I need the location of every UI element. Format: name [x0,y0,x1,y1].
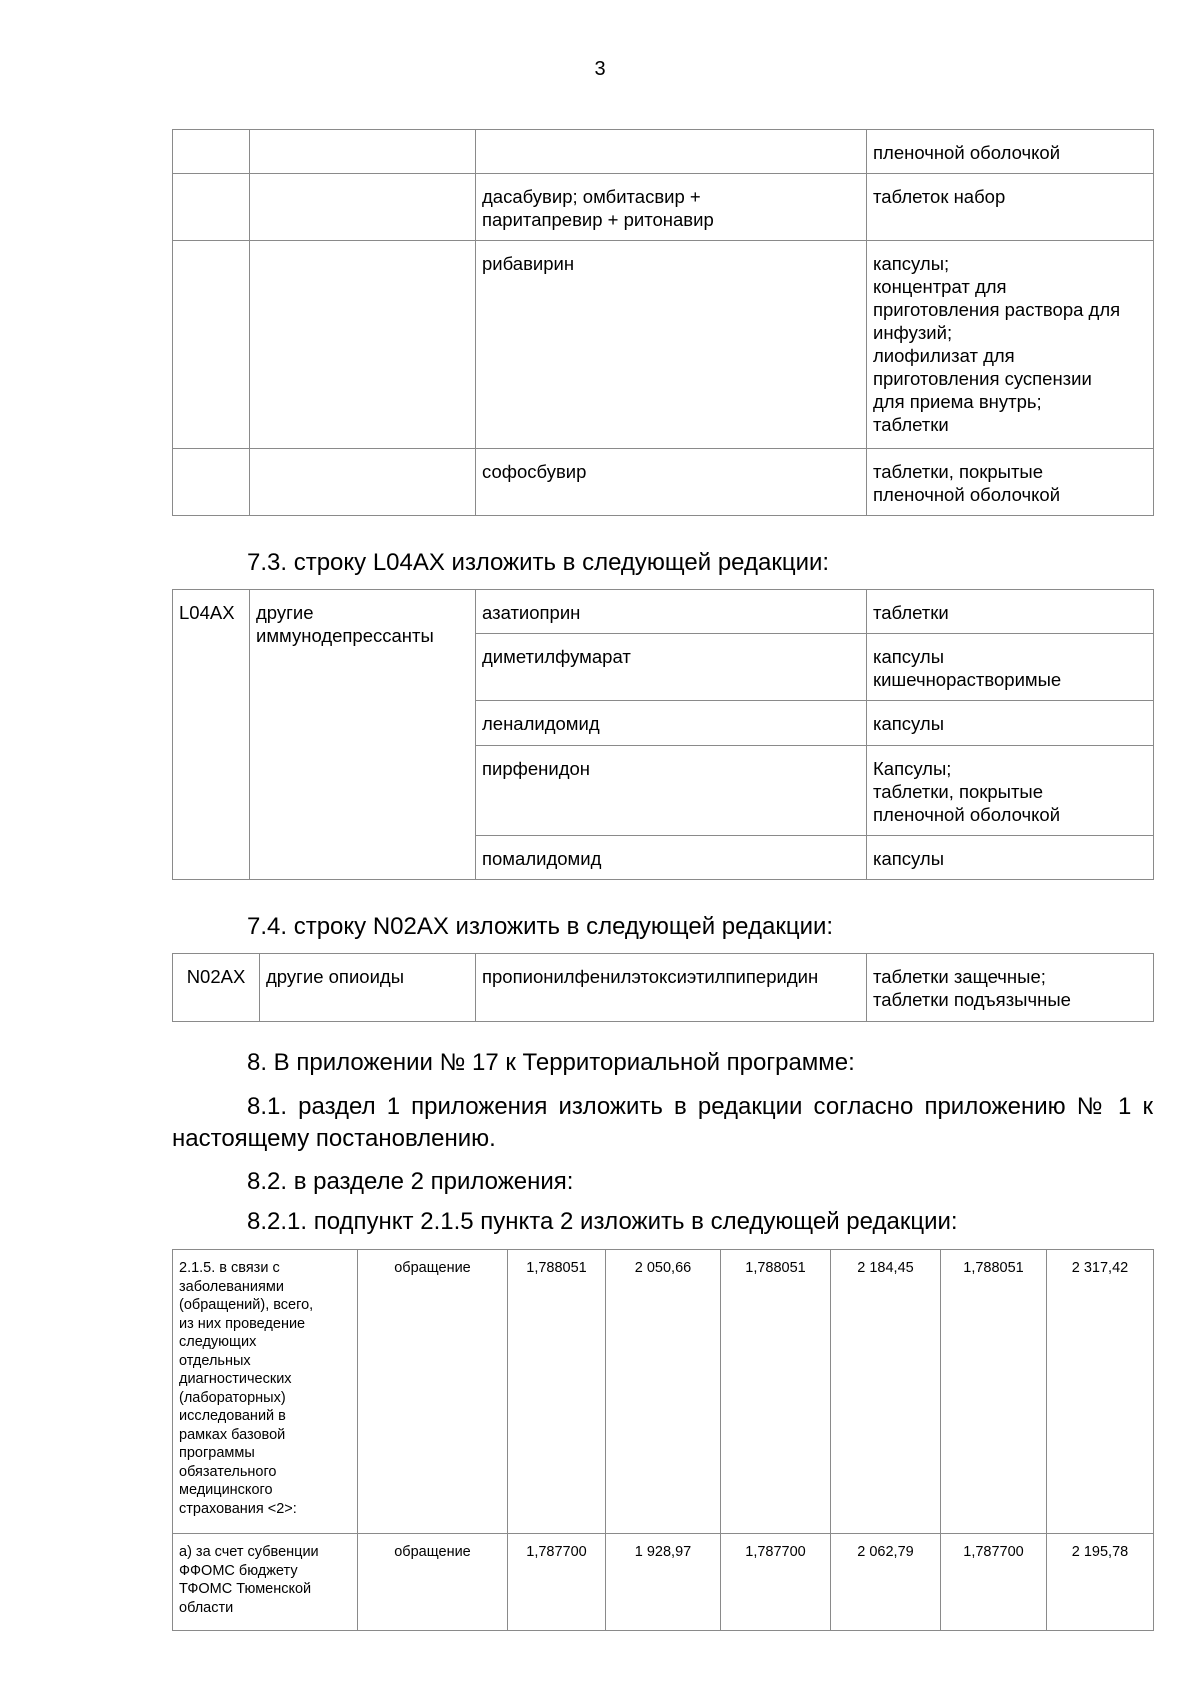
table-cell-form: капсулы; концентрат для приготовления раствора для инфузий; лиофилизат для приготовления суспензии для приема внутрь; таблетки [867,241,1154,449]
table-cell-form: пленочной оболочкой [867,130,1154,174]
table-row [173,1250,1154,1534]
table-cell-group [250,174,476,241]
table-cell-name: а) за счет субвенции ФФОМС бюджету ТФОМС Тюменской области [173,1534,358,1631]
table-cell-form: таблетки защечные; таблетки подъязычные [867,954,1154,1022]
table-cell-name: 2.1.5. в связи с заболеваниями (обращений), всего, из них проведение следующих отдельных диагностических (лабораторных) исследований в рамках базовой программы обязательного медицинского страхования <2>: [173,1250,358,1534]
paragraph-8: 8. В приложении № 17 к Территориальной программе: [247,1049,855,1076]
table-cell-value: 2 050,66 [606,1250,721,1534]
drug-table-continuation [172,129,1154,516]
table-cell-unit: обращение [358,1534,508,1631]
table-cell-drug: диметилфумарат [476,634,867,701]
table-row [173,241,1154,449]
table-row [173,449,1154,516]
table-cell-value: 1 928,97 [606,1534,721,1631]
table-cell-value: 2 184,45 [831,1250,941,1534]
table-row [173,590,1154,634]
paragraph-8-1: 8.1. раздел 1 приложения изложить в редакции согласно приложению № 1 к настоящему постановлению. [172,1093,1153,1152]
table-cell-code [173,130,250,174]
table-cell-group [250,241,476,449]
table-cell-value: 2 195,78 [1047,1534,1154,1631]
table-row [173,174,1154,241]
table-cell-group [250,449,476,516]
table-cell-drug: азатиоприн [476,590,867,634]
table-cell-code [173,174,250,241]
table-cell-form: таблетки, покрытые пленочной оболочкой [867,449,1154,516]
table-cell-form: Капсулы; таблетки, покрытые пленочной оболочкой [867,746,1154,836]
table-cell-form: капсулы кишечнорастворимые [867,634,1154,701]
page-number: 3 [594,58,606,80]
table-cell-group [250,130,476,174]
table-cell-value: 2 317,42 [1047,1250,1154,1534]
table-cell-value: 1,788051 [721,1250,831,1534]
table-cell-value: 1,787700 [721,1534,831,1631]
table-cell-drug: софосбувир [476,449,867,516]
indicators-table [172,1249,1154,1631]
table-cell-drug: рибавирин [476,241,867,449]
table-cell-form: капсулы [867,836,1154,880]
table-cell-code [173,241,250,449]
table-cell-drug [476,130,867,174]
table-cell-group: другие опиоиды [260,954,476,1022]
table-l04ax [172,589,1154,880]
table-cell-value: 1,787700 [508,1534,606,1631]
paragraph-8-2-1: 8.2.1. подпункт 2.1.5 пункта 2 изложить в следующей редакции: [247,1208,958,1235]
table-cell-value: 1,788051 [508,1250,606,1534]
table-cell-code [173,449,250,516]
table-cell-drug: пропионилфенилэтоксиэтилпиперидин [476,954,867,1022]
table-cell-group: другие иммунодепрессанты [250,590,476,880]
paragraph-7-4: 7.4. строку N02AX изложить в следующей редакции: [247,913,834,940]
table-row [173,1534,1154,1631]
table-cell-value: 1,787700 [941,1534,1047,1631]
table-row [173,130,1154,174]
table-cell-value: 2 062,79 [831,1534,941,1631]
table-cell-drug: пирфенидон [476,746,867,836]
table-cell-drug: дасабувир; омбитасвир + паритапревир + ритонавир [476,174,867,241]
table-cell-form: капсулы [867,701,1154,746]
table-cell-form: таблетки [867,590,1154,634]
table-cell-drug: помалидомид [476,836,867,880]
table-cell-drug: леналидомид [476,701,867,746]
table-row [173,954,1154,1022]
table-cell-code: N02AX [173,954,260,1022]
paragraph-7-3: 7.3. строку L04AX изложить в следующей редакции: [247,549,830,576]
table-cell-form: таблеток набор [867,174,1154,241]
table-cell-code: L04AX [173,590,250,880]
table-n02ax [172,953,1154,1022]
paragraph-8-2: 8.2. в разделе 2 приложения: [247,1168,574,1195]
table-cell-unit: обращение [358,1250,508,1534]
table-cell-value: 1,788051 [941,1250,1047,1534]
